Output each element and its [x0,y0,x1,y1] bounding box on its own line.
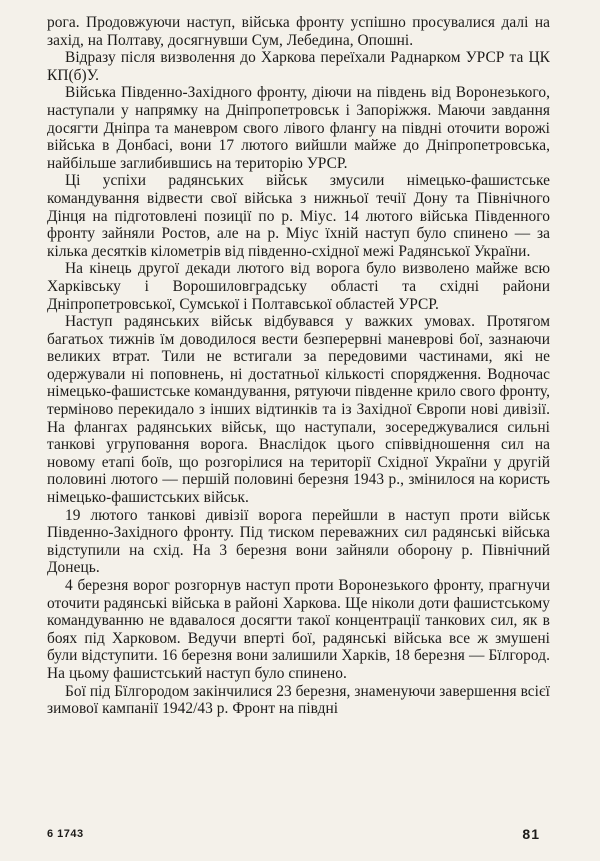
paragraph: Війська Південно-Західного фронту, діючи на південь від Воронезького, наступали у напрямку на Дніпропетровськ і Запоріжжя. Маючи завдання досягти Дніпра та маневром свого лівого флангу на півдні оточити ворожі війська в Донбасі, вони 17 лютого вийшли майже до Дніпропетровська, найбільше заглибившись на територію УРСР. [47,84,550,172]
paragraph: Наступ радянських військ відбувався у важких умовах. Протягом багатьох тижнів їм доводилося вести безперервні маневрові бої, зазнаючи великих втрат. Тили не встигали за передовими частинами, які не одержували ні поповнень, ні достатньої кількості спорядження. Водночас німецько-фашистське командування, рятуючи південне крило свого фронту, терміново перекидало з інших відтинків та із Західної Європи нові дивізії. На флангах радянських військ, що наступали, зосереджувалися сильні танкові угруповання ворога. Внаслідок цього співвідношення сил на новому етапі боїв, що розгорілися на території Східної України у другій половині лютого — першій половині березня 1943 р., змінилося на користь німецько-фашистських військ. [47,313,550,507]
paragraph: 4 березня ворог розгорнув наступ проти Воронезького фронту, прагнучи оточити радянські війська в районі Харкова. Ще ніколи доти фашистському командуванню не вдавалося досягти такої концентрації танкових сил, як в боях під Харковом. Ведучи вперті бої, радянські війська все ж змушені були відступити. 16 березня вони залишили Харків, 18 березня — Бїлгород. На цьому фашистський наступ було спинено. [47,577,550,682]
printer-signature: 6 1743 [47,828,84,840]
body-text [47,14,550,718]
paragraph: 19 лютого танкові дивізії ворога перейшли в наступ проти військ Південно-Західного фронту. Під тиском переважних сил радянські війська відступили на схід. На 3 березня вони зайняли оборону р. Північний Донець. [47,506,550,577]
paragraph: Ці успіхи радянських військ змусили німецько-фашистське командування відвести свої війська з нижньої течії Дону та Північного Дінця на підготовлені позиції по р. Міус. 14 лютого війська Південного фронту зайняли Ростов, але на р. Міус їхній наступ було спинено — за кілька десятків кілометрів від південно-східної межі Радянської України. [47,172,550,260]
paragraph: На кінець другої декади лютого від ворога було визволено майже всю Харківську і Ворошиловградську області та східні райони Дніпропетровської, Сумської і Полтавської областей УРСР. [47,260,550,313]
paragraph-continuation: рога. Продовжуючи наступ, війська фронту успішно просувалися далі на захід, на Полтаву, досягнувши Сум, Лебедина, Опошні. [47,14,550,49]
paragraph: Бої під Бїлгородом закінчилися 23 березня, знаменуючи завершення всієї зимової кампанії 1942/43 р. Фронт на півдні [47,682,550,718]
folio-mark: 81 [522,826,540,842]
paragraph: Відразу після визволення до Харкова переїхали Раднарком УРСР та ЦК КП(б)У. [47,49,550,84]
page-footer [47,826,550,842]
